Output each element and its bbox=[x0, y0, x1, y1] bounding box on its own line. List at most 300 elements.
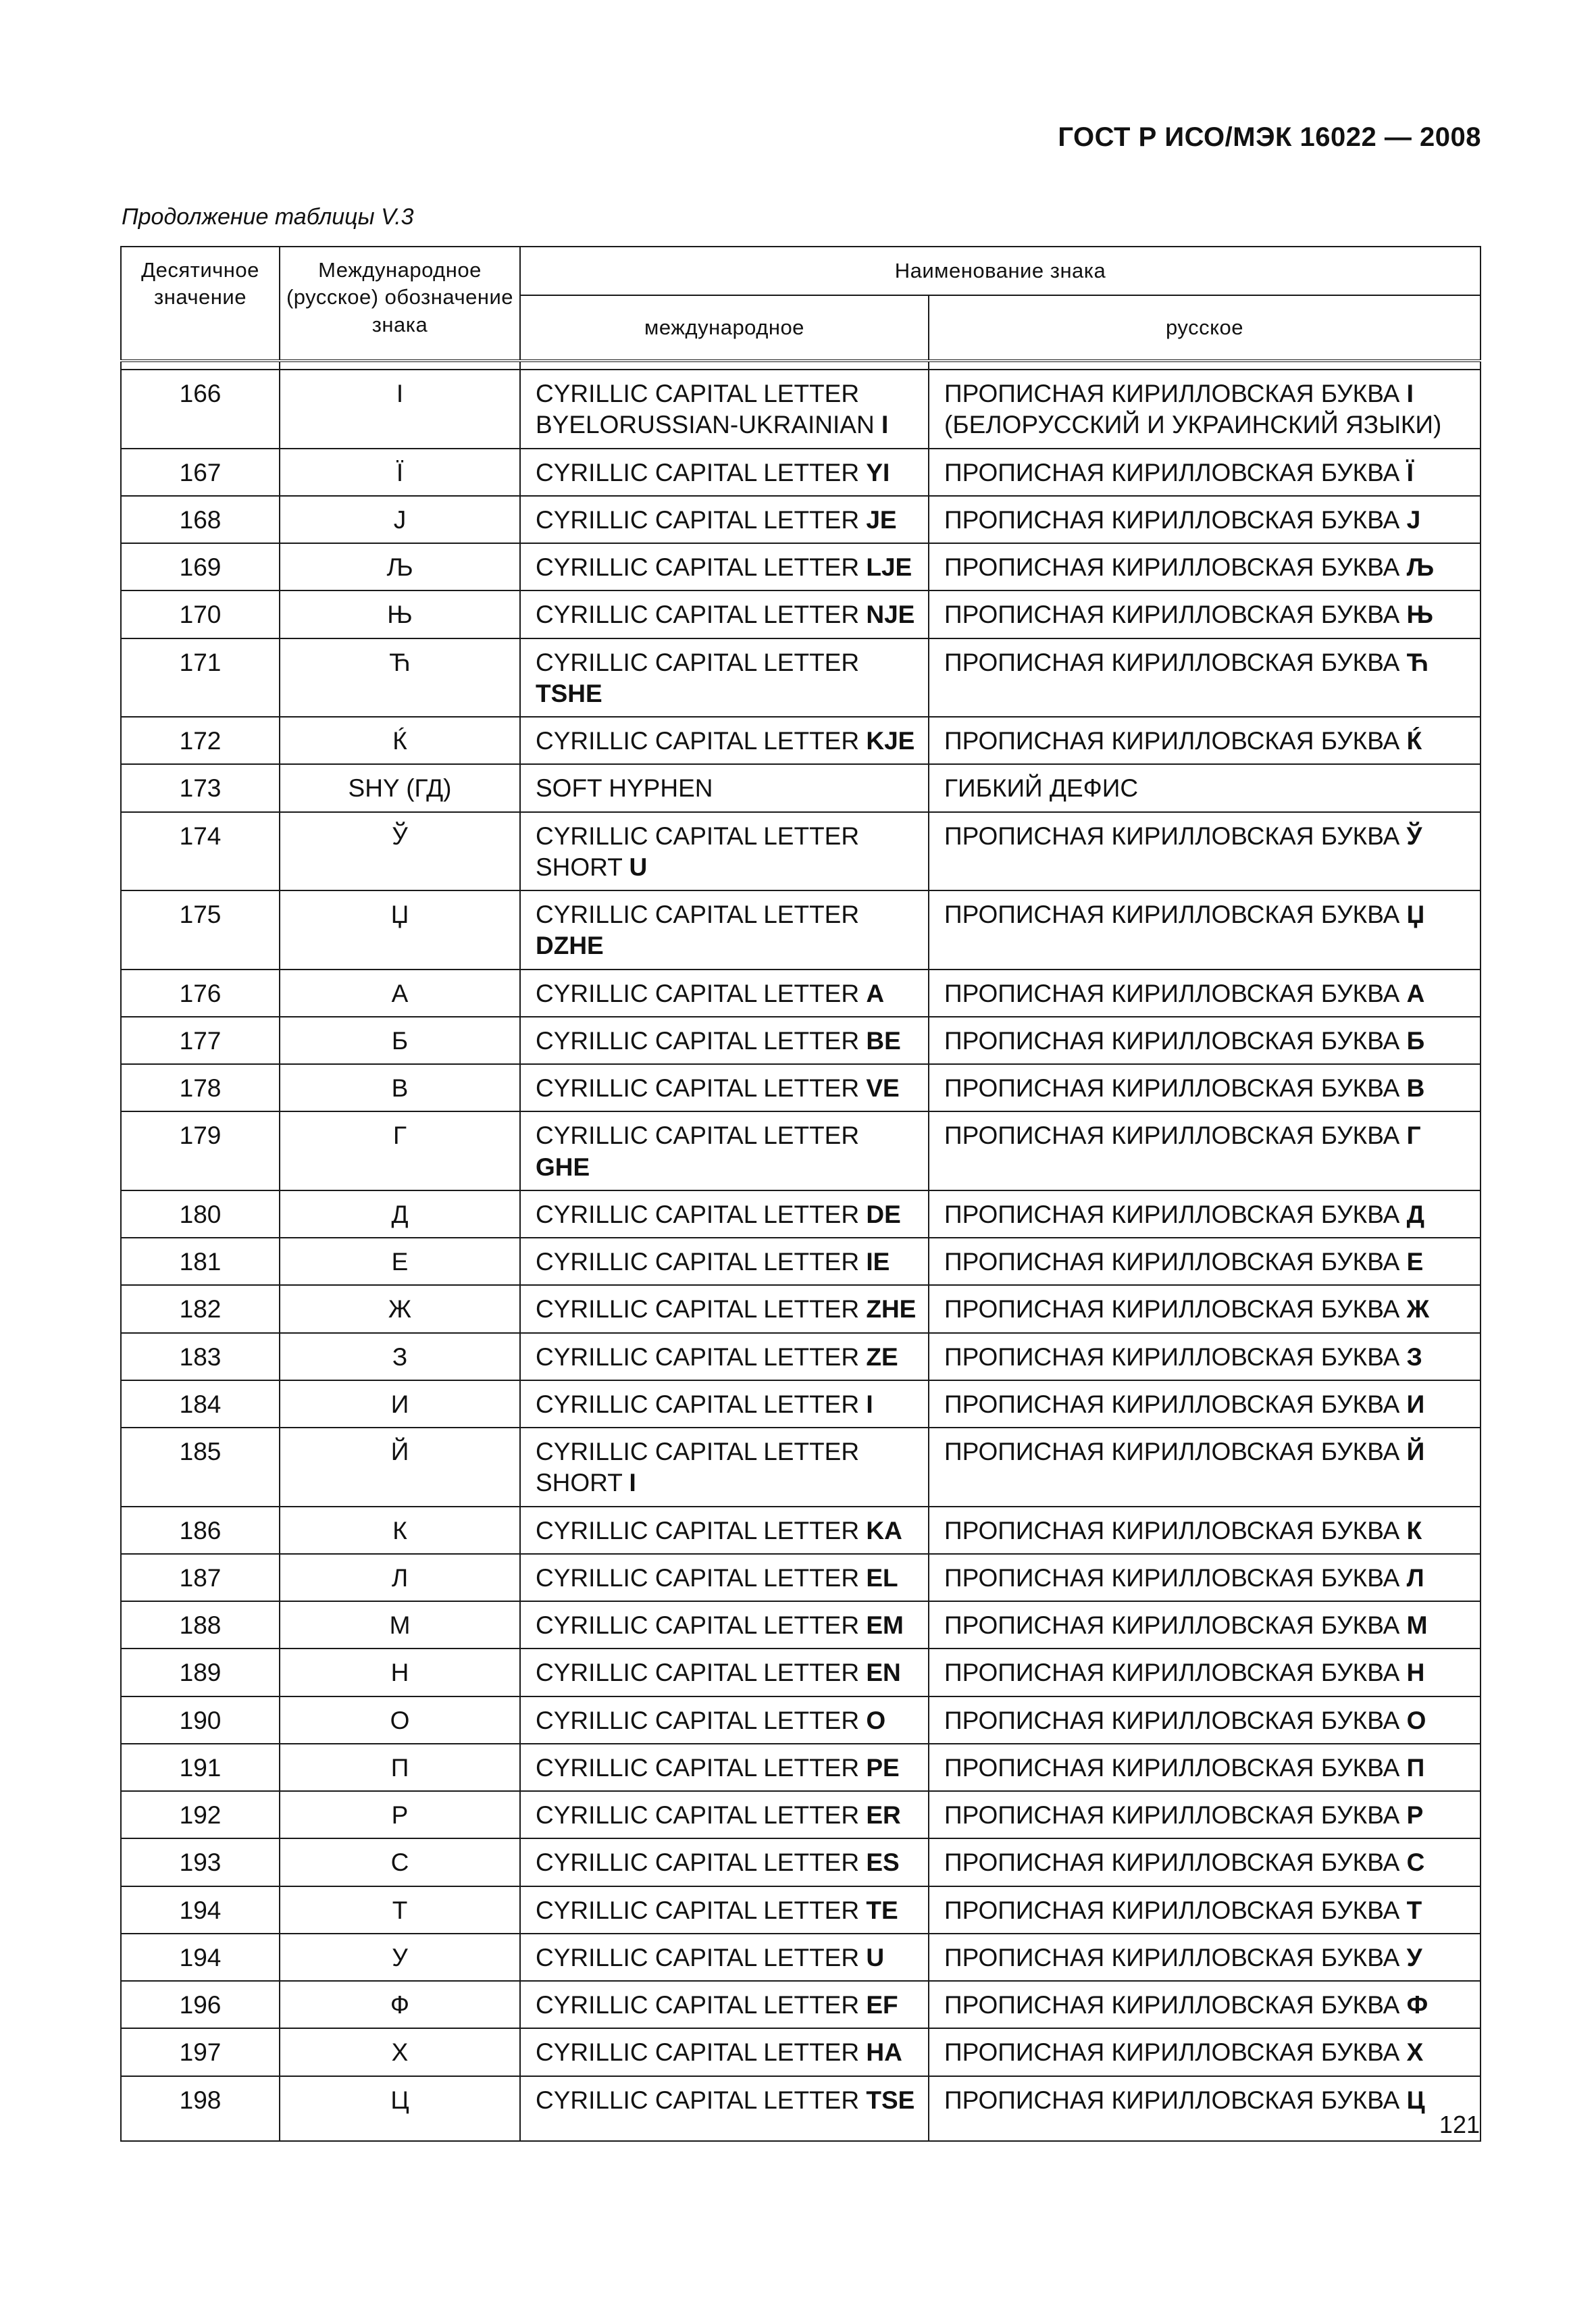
international-name-letter: NJE bbox=[866, 601, 915, 629]
russian-name-letter: Њ bbox=[1406, 601, 1433, 629]
table-row bbox=[121, 1190, 1481, 1238]
symbol-designation: SHY (ГД) bbox=[280, 764, 520, 811]
international-name-text: CYRILLIC CAPITAL LETTER bbox=[536, 1896, 867, 1924]
international-name bbox=[520, 1333, 929, 1380]
decimal-value: 170 bbox=[121, 590, 280, 638]
international-name bbox=[520, 970, 929, 1017]
international-name-text: CYRILLIC CAPITAL LETTER bbox=[536, 1991, 867, 2019]
russian-name-letter: Л bbox=[1406, 1563, 1424, 1592]
symbol-designation: В bbox=[280, 1064, 520, 1111]
international-name bbox=[520, 812, 929, 891]
russian-name bbox=[929, 1791, 1481, 1838]
table-row bbox=[121, 449, 1481, 496]
table-row bbox=[121, 1934, 1481, 1981]
international-name-text: CYRILLIC CAPITAL LETTER bbox=[536, 901, 860, 928]
russian-name-letter: J bbox=[1406, 505, 1421, 534]
table-row bbox=[121, 1838, 1481, 1886]
international-name-text: CYRILLIC CAPITAL LETTER bbox=[536, 1659, 867, 1687]
col-name-group-header: Наименование знака bbox=[520, 247, 1481, 295]
international-name-text: SOFT HYPHEN bbox=[536, 774, 713, 803]
international-name-text: CYRILLIC CAPITAL LETTER BYELORUSSIAN-UKRAINIAN bbox=[536, 380, 881, 439]
russian-name-text: ПРОПИСНАЯ КИРИЛЛОВСКАЯ БУКВА bbox=[944, 648, 1407, 676]
decimal-value: 196 bbox=[121, 1981, 280, 2028]
international-name-letter: BE bbox=[866, 1026, 901, 1055]
table-row bbox=[121, 1601, 1481, 1649]
russian-name-text: ГИБКИЙ ДЕФИС bbox=[944, 774, 1139, 803]
russian-name bbox=[929, 1554, 1481, 1601]
symbol-designation: Џ bbox=[280, 890, 520, 970]
international-name bbox=[520, 1238, 929, 1285]
russian-name-text: ПРОПИСНАЯ КИРИЛЛОВСКАЯ БУКВА bbox=[944, 1659, 1407, 1687]
international-name-letter: KJE bbox=[866, 727, 915, 755]
international-name-letter: VE bbox=[866, 1074, 900, 1102]
international-name bbox=[520, 449, 929, 496]
russian-name bbox=[929, 1380, 1481, 1428]
russian-name-text: ПРОПИСНАЯ КИРИЛЛОВСКАЯ БУКВА bbox=[944, 2038, 1407, 2067]
symbol-designation: Б bbox=[280, 1017, 520, 1064]
symbol-designation: Ї bbox=[280, 449, 520, 496]
symbol-designation: О bbox=[280, 1696, 520, 1744]
table-row bbox=[121, 970, 1481, 1017]
international-name-text: CYRILLIC CAPITAL LETTER bbox=[536, 1248, 867, 1276]
decimal-value: 185 bbox=[121, 1428, 280, 1507]
russian-name-letter: Б bbox=[1406, 1026, 1425, 1055]
russian-name-text: ПРОПИСНАЯ КИРИЛЛОВСКАЯ БУКВА bbox=[944, 1342, 1407, 1371]
russian-name-text: ПРОПИСНАЯ КИРИЛЛОВСКАЯ БУКВА bbox=[944, 2086, 1407, 2114]
russian-name bbox=[929, 2028, 1481, 2076]
russian-name-text: ПРОПИСНАЯ КИРИЛЛОВСКАЯ БУКВА bbox=[944, 458, 1407, 486]
russian-name-text: ПРОПИСНАЯ КИРИЛЛОВСКАЯ БУКВА bbox=[944, 727, 1407, 755]
russian-name-letter: Е bbox=[1406, 1248, 1424, 1276]
russian-name-letter: К bbox=[1406, 1516, 1422, 1544]
table-row bbox=[121, 1428, 1481, 1507]
international-name-letter: U bbox=[866, 1943, 885, 1971]
international-name bbox=[520, 1507, 929, 1554]
table-row bbox=[121, 638, 1481, 718]
russian-name bbox=[929, 970, 1481, 1017]
table-row bbox=[121, 1064, 1481, 1111]
russian-name-letter: У bbox=[1406, 1943, 1422, 1971]
russian-name-letter: Й bbox=[1406, 1438, 1425, 1465]
table-row bbox=[121, 812, 1481, 891]
international-name-text: CYRILLIC CAPITAL LETTER bbox=[536, 1706, 867, 1734]
decimal-value: 186 bbox=[121, 1507, 280, 1554]
international-name-text: CYRILLIC CAPITAL LETTER bbox=[536, 727, 867, 755]
russian-name bbox=[929, 1111, 1481, 1190]
international-name-letter: YI bbox=[866, 458, 890, 486]
russian-name bbox=[929, 717, 1481, 764]
international-name-letter: I bbox=[866, 1390, 873, 1418]
decimal-value: 172 bbox=[121, 717, 280, 764]
international-name-text: CYRILLIC CAPITAL LETTER bbox=[536, 505, 867, 534]
russian-name-letter: Ћ bbox=[1406, 648, 1428, 676]
russian-name-letter: Д bbox=[1406, 1200, 1424, 1228]
international-name bbox=[520, 1981, 929, 2028]
symbol-designation: J bbox=[280, 496, 520, 543]
col-international-header: международное bbox=[520, 295, 929, 361]
decimal-value: 182 bbox=[121, 1285, 280, 1332]
table-header bbox=[121, 247, 1481, 370]
decimal-value: 179 bbox=[121, 1111, 280, 1190]
decimal-value: 177 bbox=[121, 1017, 280, 1064]
table-row bbox=[121, 2076, 1481, 2141]
international-name bbox=[520, 370, 929, 449]
table-row bbox=[121, 543, 1481, 590]
russian-name bbox=[929, 1333, 1481, 1380]
international-name-letter: DE bbox=[866, 1200, 901, 1228]
table-row bbox=[121, 590, 1481, 638]
col-russian-header: русское bbox=[929, 295, 1481, 361]
table-row bbox=[121, 1791, 1481, 1838]
international-name-letter: LJE bbox=[866, 553, 912, 581]
international-name-letter: HA bbox=[866, 2038, 902, 2067]
international-name bbox=[520, 2028, 929, 2076]
table-body bbox=[121, 370, 1481, 2141]
international-name-text: CYRILLIC CAPITAL LETTER bbox=[536, 601, 867, 629]
international-name bbox=[520, 1190, 929, 1238]
international-name-letter: PE bbox=[866, 1753, 900, 1782]
table-row bbox=[121, 2028, 1481, 2076]
russian-name bbox=[929, 1428, 1481, 1507]
russian-name-letter: Ц bbox=[1406, 2086, 1425, 2114]
international-name bbox=[520, 1886, 929, 1934]
table-row bbox=[121, 764, 1481, 811]
russian-name-text: ПРОПИСНАЯ КИРИЛЛОВСКАЯ БУКВА bbox=[944, 1122, 1407, 1150]
symbol-designation: К bbox=[280, 1507, 520, 1554]
international-name-letter: EF bbox=[866, 1991, 898, 2019]
decimal-value: 194 bbox=[121, 1934, 280, 1981]
russian-name bbox=[929, 1017, 1481, 1064]
decimal-value: 193 bbox=[121, 1838, 280, 1886]
russian-name-letter: Џ bbox=[1406, 901, 1425, 928]
russian-name bbox=[929, 496, 1481, 543]
page-number: 121 bbox=[1439, 2111, 1480, 2138]
russian-name-letter: М bbox=[1406, 1611, 1428, 1639]
symbol-designation: М bbox=[280, 1601, 520, 1649]
international-name-text: CYRILLIC CAPITAL LETTER bbox=[536, 1122, 860, 1150]
table-row bbox=[121, 890, 1481, 970]
international-name bbox=[520, 1696, 929, 1744]
symbol-designation: Н bbox=[280, 1649, 520, 1696]
international-name-letter: EN bbox=[866, 1659, 901, 1687]
russian-name-letter: Р bbox=[1406, 1801, 1424, 1829]
russian-name bbox=[929, 1838, 1481, 1886]
table-row bbox=[121, 1886, 1481, 1934]
symbol-designation: Р bbox=[280, 1791, 520, 1838]
international-name-letter: ZHE bbox=[866, 1295, 917, 1324]
russian-name-text: ПРОПИСНАЯ КИРИЛЛОВСКАЯ БУКВА bbox=[944, 380, 1407, 407]
symbol-designation: З bbox=[280, 1333, 520, 1380]
decimal-value: 192 bbox=[121, 1791, 280, 1838]
standard-header: ГОСТ Р ИСО/МЭК 16022 — 2008 bbox=[1058, 122, 1481, 152]
russian-name bbox=[929, 590, 1481, 638]
international-name bbox=[520, 1838, 929, 1886]
russian-name-text: ПРОПИСНАЯ КИРИЛЛОВСКАЯ БУКВА bbox=[944, 1991, 1407, 2019]
table-row bbox=[121, 1333, 1481, 1380]
international-name bbox=[520, 890, 929, 970]
decimal-value: 194 bbox=[121, 1886, 280, 1934]
russian-name-letter: Ж bbox=[1406, 1295, 1430, 1324]
russian-name bbox=[929, 1285, 1481, 1332]
international-name-letter: ZE bbox=[866, 1342, 898, 1371]
decimal-value: 181 bbox=[121, 1238, 280, 1285]
russian-name bbox=[929, 638, 1481, 718]
international-name bbox=[520, 1791, 929, 1838]
russian-name bbox=[929, 449, 1481, 496]
symbol-designation: Ќ bbox=[280, 717, 520, 764]
international-name-text: CYRILLIC CAPITAL LETTER bbox=[536, 1026, 867, 1055]
russian-name-letter: О bbox=[1406, 1706, 1426, 1734]
international-name-text: CYRILLIC CAPITAL LETTER bbox=[536, 1342, 867, 1371]
symbol-designation: Ж bbox=[280, 1285, 520, 1332]
decimal-value: 173 bbox=[121, 764, 280, 811]
russian-name-text: ПРОПИСНАЯ КИРИЛЛОВСКАЯ БУКВА bbox=[944, 1943, 1407, 1971]
russian-name-text: ПРОПИСНАЯ КИРИЛЛОВСКАЯ БУКВА bbox=[944, 1200, 1407, 1228]
international-name-text: CYRILLIC CAPITAL LETTER bbox=[536, 2038, 867, 2067]
russian-name-text: ПРОПИСНАЯ КИРИЛЛОВСКАЯ БУКВА bbox=[944, 505, 1407, 534]
russian-name-text: ПРОПИСНАЯ КИРИЛЛОВСКАЯ БУКВА bbox=[944, 1753, 1407, 1782]
international-name-text: CYRILLIC CAPITAL LETTER bbox=[536, 1943, 867, 1971]
international-name-letter: I bbox=[881, 411, 889, 439]
international-name bbox=[520, 1744, 929, 1791]
decimal-value: 183 bbox=[121, 1333, 280, 1380]
symbol-designation: Њ bbox=[280, 590, 520, 638]
decimal-value: 190 bbox=[121, 1696, 280, 1744]
table-row bbox=[121, 1111, 1481, 1190]
russian-name-text: ПРОПИСНАЯ КИРИЛЛОВСКАЯ БУКВА bbox=[944, 1611, 1407, 1639]
decimal-value: 197 bbox=[121, 2028, 280, 2076]
international-name-text: CYRILLIC CAPITAL LETTER bbox=[536, 648, 860, 676]
decimal-value: 187 bbox=[121, 1554, 280, 1601]
symbol-designation: Ћ bbox=[280, 638, 520, 718]
russian-name-letter: Х bbox=[1406, 2038, 1424, 2067]
table-row bbox=[121, 1507, 1481, 1554]
table-row bbox=[121, 1238, 1481, 1285]
table-row bbox=[121, 1649, 1481, 1696]
international-name-text: CYRILLIC CAPITAL LETTER bbox=[536, 1390, 867, 1418]
symbol-designation: Ц bbox=[280, 2076, 520, 2141]
international-name-text: CYRILLIC CAPITAL LETTER bbox=[536, 458, 867, 486]
symbol-designation: Љ bbox=[280, 543, 520, 590]
international-name bbox=[520, 717, 929, 764]
table-row bbox=[121, 496, 1481, 543]
international-name-letter: IE bbox=[866, 1248, 890, 1276]
decimal-value: 191 bbox=[121, 1744, 280, 1791]
russian-name-letter: В bbox=[1406, 1074, 1425, 1102]
decimal-value: 174 bbox=[121, 812, 280, 891]
international-name-text: CYRILLIC CAPITAL LETTER bbox=[536, 1563, 867, 1592]
table-row bbox=[121, 1285, 1481, 1332]
russian-name bbox=[929, 543, 1481, 590]
character-table bbox=[120, 246, 1481, 2142]
international-name bbox=[520, 2076, 929, 2141]
international-name-letter: KA bbox=[866, 1516, 902, 1544]
international-name-text: CYRILLIC CAPITAL LETTER bbox=[536, 979, 867, 1007]
international-name-letter: EL bbox=[866, 1563, 898, 1592]
symbol-designation: Х bbox=[280, 2028, 520, 2076]
russian-name-suffix: (БЕЛОРУССКИЙ И УКРАИНСКИЙ ЯЗЫКИ) bbox=[944, 411, 1442, 439]
header-separator bbox=[121, 361, 1481, 370]
table-row bbox=[121, 1554, 1481, 1601]
russian-name bbox=[929, 1886, 1481, 1934]
international-name-letter: TE bbox=[866, 1896, 898, 1924]
russian-name bbox=[929, 1507, 1481, 1554]
symbol-designation: Ф bbox=[280, 1981, 520, 2028]
international-name-text: CYRILLIC CAPITAL LETTER bbox=[536, 1074, 867, 1102]
international-name-text: CYRILLIC CAPITAL LETTER bbox=[536, 1516, 867, 1544]
international-name-letter: TSE bbox=[866, 2086, 915, 2114]
russian-name-letter: Љ bbox=[1406, 553, 1435, 581]
international-name-text: CYRILLIC CAPITAL LETTER bbox=[536, 1611, 867, 1639]
col-decimal-header: Десятичное значение bbox=[121, 247, 280, 361]
international-name bbox=[520, 496, 929, 543]
international-name bbox=[520, 1649, 929, 1696]
russian-name-text: ПРОПИСНАЯ КИРИЛЛОВСКАЯ БУКВА bbox=[944, 979, 1407, 1007]
decimal-value: 168 bbox=[121, 496, 280, 543]
russian-name-letter: П bbox=[1406, 1753, 1425, 1782]
international-name-text: CYRILLIC CAPITAL LETTER bbox=[536, 1295, 867, 1324]
decimal-value: 188 bbox=[121, 1601, 280, 1649]
decimal-value: 167 bbox=[121, 449, 280, 496]
table-row bbox=[121, 1017, 1481, 1064]
col-designation-header: Международное (русское) обозначение знака bbox=[280, 247, 520, 361]
russian-name-text: ПРОПИСНАЯ КИРИЛЛОВСКАЯ БУКВА bbox=[944, 901, 1407, 928]
russian-name bbox=[929, 1981, 1481, 2028]
decimal-value: 198 bbox=[121, 2076, 280, 2141]
international-name-letter: EM bbox=[866, 1611, 904, 1639]
russian-name-text: ПРОПИСНАЯ КИРИЛЛОВСКАЯ БУКВА bbox=[944, 1390, 1407, 1418]
international-name bbox=[520, 1601, 929, 1649]
symbol-designation: А bbox=[280, 970, 520, 1017]
table-row bbox=[121, 370, 1481, 449]
international-name-text: CYRILLIC CAPITAL LETTER bbox=[536, 1753, 867, 1782]
symbol-designation: Д bbox=[280, 1190, 520, 1238]
decimal-value: 171 bbox=[121, 638, 280, 718]
russian-name-letter: I bbox=[1406, 380, 1414, 407]
symbol-designation: С bbox=[280, 1838, 520, 1886]
russian-name-text: ПРОПИСНАЯ КИРИЛЛОВСКАЯ БУКВА bbox=[944, 1801, 1407, 1829]
international-name bbox=[520, 1111, 929, 1190]
russian-name-letter: С bbox=[1406, 1848, 1425, 1877]
russian-name-letter: Н bbox=[1406, 1659, 1425, 1687]
international-name bbox=[520, 1428, 929, 1507]
russian-name bbox=[929, 370, 1481, 449]
russian-name bbox=[929, 1064, 1481, 1111]
russian-name bbox=[929, 1238, 1481, 1285]
symbol-designation: Е bbox=[280, 1238, 520, 1285]
russian-name bbox=[929, 764, 1481, 811]
russian-name-letter: З bbox=[1406, 1342, 1422, 1371]
table-row bbox=[121, 717, 1481, 764]
russian-name-text: ПРОПИСНАЯ КИРИЛЛОВСКАЯ БУКВА bbox=[944, 1516, 1407, 1544]
international-name-letter: I bbox=[629, 1469, 636, 1497]
russian-name-letter: Т bbox=[1406, 1896, 1422, 1924]
international-name-text: CYRILLIC CAPITAL LETTER bbox=[536, 2086, 867, 2114]
russian-name-letter: Ќ bbox=[1406, 727, 1422, 755]
table-row bbox=[121, 1696, 1481, 1744]
symbol-designation: Г bbox=[280, 1111, 520, 1190]
international-name bbox=[520, 543, 929, 590]
international-name-text: CYRILLIC CAPITAL LETTER bbox=[536, 1200, 867, 1228]
russian-name bbox=[929, 1696, 1481, 1744]
symbol-designation: Й bbox=[280, 1428, 520, 1507]
table-caption: Продолжение таблицы V.3 bbox=[122, 204, 414, 230]
decimal-value: 175 bbox=[121, 890, 280, 970]
russian-name-letter: И bbox=[1406, 1390, 1425, 1418]
russian-name-text: ПРОПИСНАЯ КИРИЛЛОВСКАЯ БУКВА bbox=[944, 1848, 1407, 1877]
russian-name-text: ПРОПИСНАЯ КИРИЛЛОВСКАЯ БУКВА bbox=[944, 1248, 1407, 1276]
russian-name bbox=[929, 890, 1481, 970]
international-name-text: CYRILLIC CAPITAL LETTER bbox=[536, 553, 867, 581]
symbol-designation: Т bbox=[280, 1886, 520, 1934]
decimal-value: 169 bbox=[121, 543, 280, 590]
russian-name-text: ПРОПИСНАЯ КИРИЛЛОВСКАЯ БУКВА bbox=[944, 553, 1407, 581]
decimal-value: 178 bbox=[121, 1064, 280, 1111]
decimal-value: 166 bbox=[121, 370, 280, 449]
international-name-letter: ER bbox=[866, 1801, 901, 1829]
international-name-letter: ES bbox=[866, 1848, 900, 1877]
table-row bbox=[121, 1981, 1481, 2028]
russian-name-letter: Ф bbox=[1406, 1991, 1428, 2019]
decimal-value: 189 bbox=[121, 1649, 280, 1696]
russian-name-text: ПРОПИСНАЯ КИРИЛЛОВСКАЯ БУКВА bbox=[944, 1896, 1407, 1924]
russian-name bbox=[929, 2076, 1481, 2141]
international-name-letter: O bbox=[866, 1706, 886, 1734]
international-name bbox=[520, 1554, 929, 1601]
symbol-designation: П bbox=[280, 1744, 520, 1791]
international-name bbox=[520, 638, 929, 718]
international-name-letter: DZHE bbox=[536, 932, 604, 960]
russian-name bbox=[929, 1649, 1481, 1696]
international-name-letter: TSHE bbox=[536, 679, 602, 707]
russian-name-letter: А bbox=[1406, 979, 1425, 1007]
decimal-value: 180 bbox=[121, 1190, 280, 1238]
decimal-value: 184 bbox=[121, 1380, 280, 1428]
russian-name-text: ПРОПИСНАЯ КИРИЛЛОВСКАЯ БУКВА bbox=[944, 601, 1407, 629]
russian-name-letter: Г bbox=[1406, 1122, 1421, 1150]
russian-name bbox=[929, 1190, 1481, 1238]
international-name bbox=[520, 764, 929, 811]
russian-name bbox=[929, 812, 1481, 891]
international-name bbox=[520, 1934, 929, 1981]
international-name-text: CYRILLIC CAPITAL LETTER bbox=[536, 1848, 867, 1877]
international-name-letter: U bbox=[629, 853, 648, 881]
russian-name bbox=[929, 1744, 1481, 1791]
international-name-text: CYRILLIC CAPITAL LETTER SHORT bbox=[536, 822, 860, 881]
russian-name bbox=[929, 1601, 1481, 1649]
russian-name-text: ПРОПИСНАЯ КИРИЛЛОВСКАЯ БУКВА bbox=[944, 1563, 1407, 1592]
russian-name-text: ПРОПИСНАЯ КИРИЛЛОВСКАЯ БУКВА bbox=[944, 1438, 1407, 1465]
international-name bbox=[520, 1017, 929, 1064]
russian-name-text: ПРОПИСНАЯ КИРИЛЛОВСКАЯ БУКВА bbox=[944, 1295, 1407, 1324]
symbol-designation: I bbox=[280, 370, 520, 449]
russian-name-letter: Ї bbox=[1406, 458, 1414, 486]
russian-name-text: ПРОПИСНАЯ КИРИЛЛОВСКАЯ БУКВА bbox=[944, 1074, 1407, 1102]
international-name bbox=[520, 1380, 929, 1428]
russian-name-text: ПРОПИСНАЯ КИРИЛЛОВСКАЯ БУКВА bbox=[944, 1706, 1407, 1734]
symbol-designation: И bbox=[280, 1380, 520, 1428]
international-name-text: CYRILLIC CAPITAL LETTER bbox=[536, 1801, 867, 1829]
russian-name-letter: Ў bbox=[1406, 822, 1422, 850]
international-name bbox=[520, 1285, 929, 1332]
russian-name-text: ПРОПИСНАЯ КИРИЛЛОВСКАЯ БУКВА bbox=[944, 822, 1407, 850]
international-name-letter: JE bbox=[866, 505, 897, 534]
international-name bbox=[520, 1064, 929, 1111]
symbol-designation: У bbox=[280, 1934, 520, 1981]
decimal-value: 176 bbox=[121, 970, 280, 1017]
international-name-text: CYRILLIC CAPITAL LETTER SHORT bbox=[536, 1438, 860, 1497]
symbol-designation: Ў bbox=[280, 812, 520, 891]
